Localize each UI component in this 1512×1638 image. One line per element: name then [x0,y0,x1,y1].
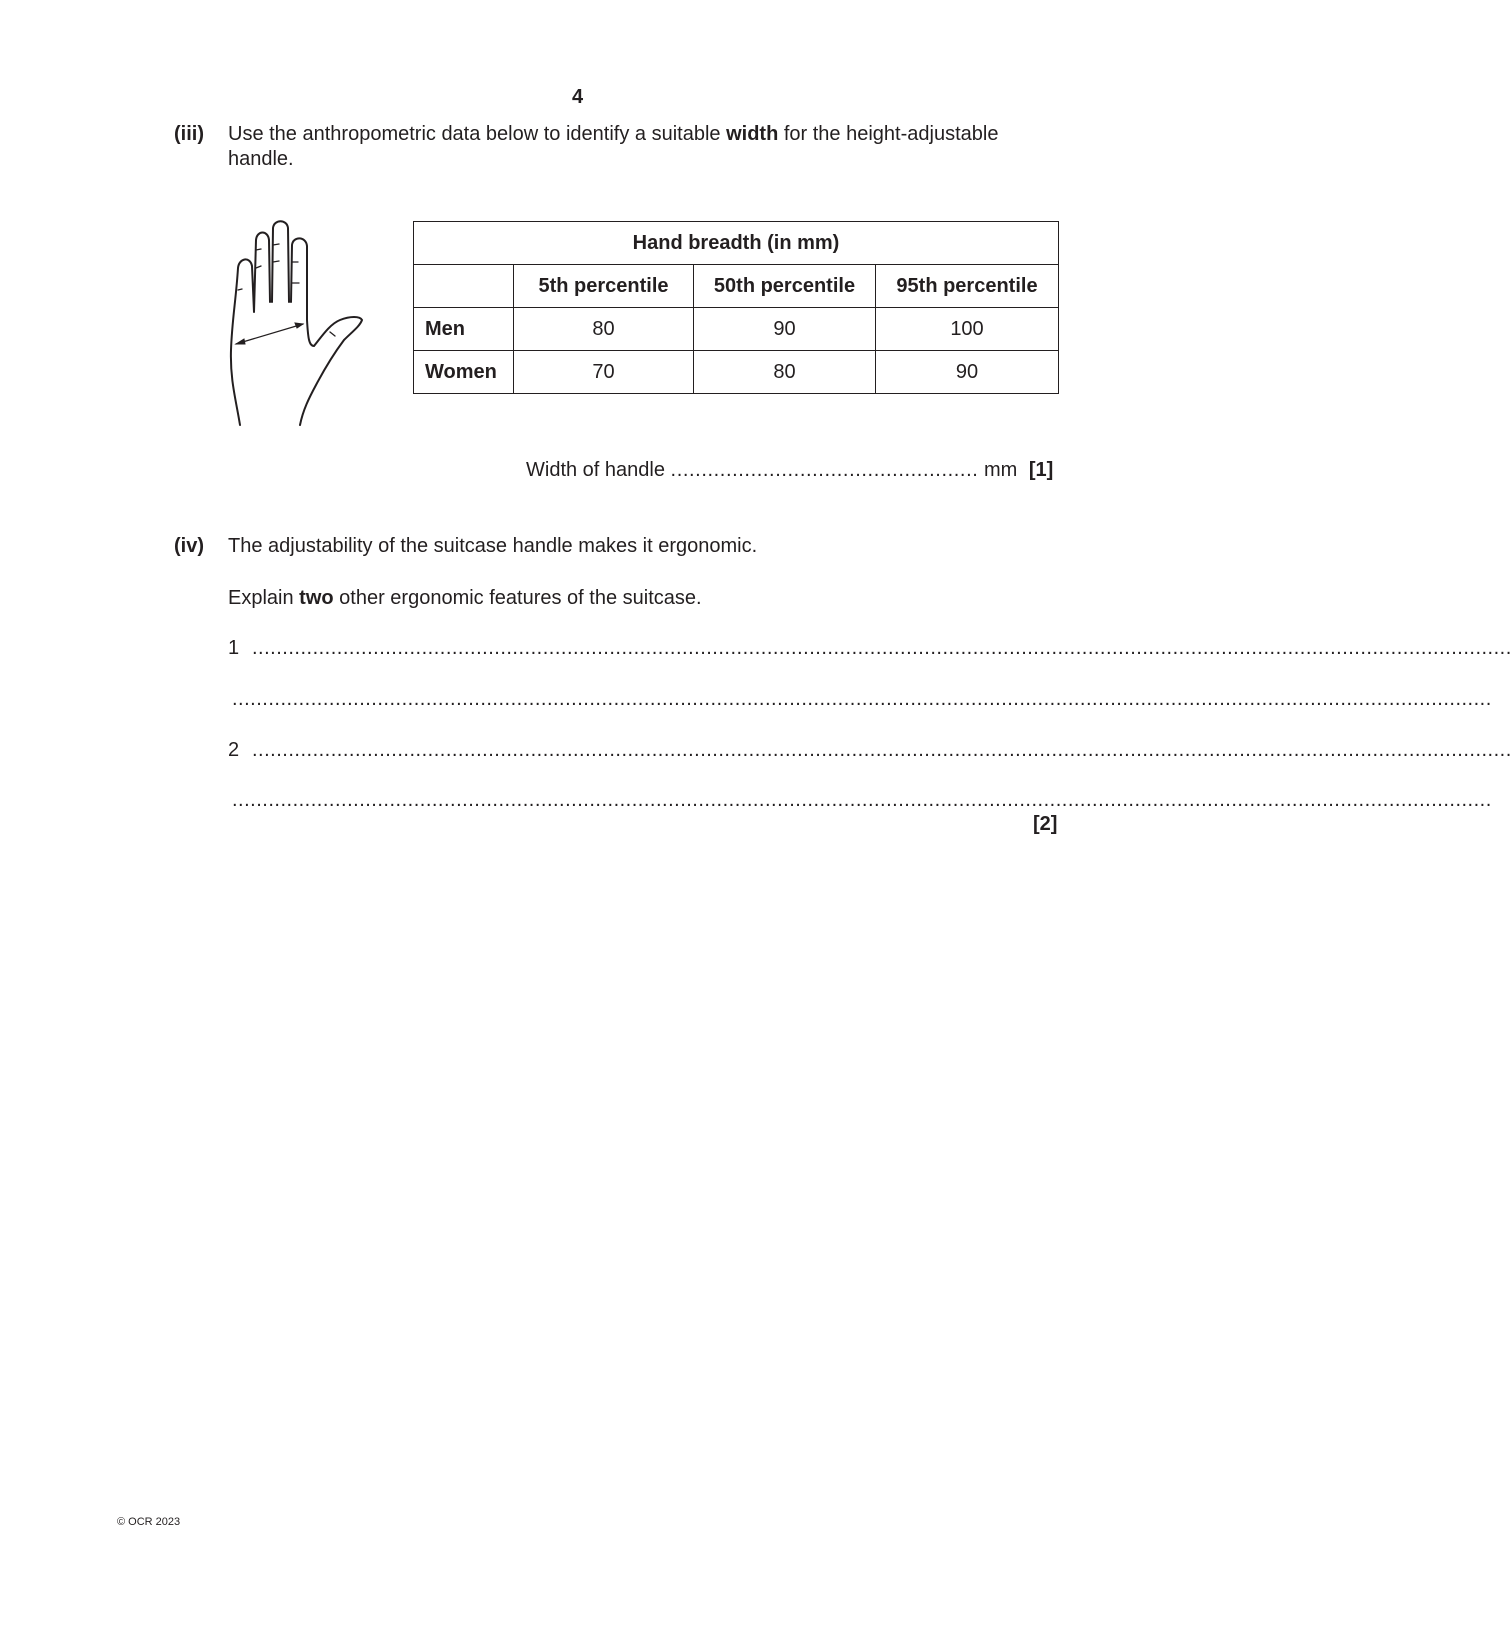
hand-breadth-table [413,221,1059,394]
page-number: 4 [572,86,584,108]
question-label-iii: (iii) [174,123,204,145]
table-header [414,265,514,308]
table-header: 50th percentile [694,265,876,308]
explain-text: Explain two other ergonomic features of the suitcase. [228,587,702,609]
question-text-iv: The adjustability of the suitcase handle makes it ergonomic. [228,535,758,557]
table-cell: 80 [514,308,694,351]
table-cell: 90 [876,351,1059,394]
table-row [414,351,1059,394]
answer-dots: .................................................. [670,459,979,481]
question-text-iii: Use the anthropometric data below to identify a suitable width for the height-adjustable [228,123,999,145]
table-cell: 100 [876,308,1059,351]
table-cell: 70 [514,351,694,394]
row-label: Men [414,308,514,351]
answer-line-2b[interactable]: ................................................................................................................................................................................................................ [232,789,1492,811]
table-cell: 80 [694,351,876,394]
question-text-iii-line2: handle. [228,148,294,170]
marks: [2] [1033,813,1058,835]
marks: [1] [1028,459,1054,481]
table-row [414,308,1059,351]
table-header: 95th percentile [876,265,1059,308]
table-header: 5th percentile [514,265,694,308]
question-label-iv: (iv) [174,535,204,557]
hand-breadth-diagram [0,0,400,430]
answer-line-1b[interactable]: ................................................................................................................................................................................................................ [232,688,1492,710]
row-label: Women [414,351,514,394]
width-answer-line[interactable] [526,459,1053,482]
answer-line-2a[interactable]: ................................................................................................................................................................................................................ [252,739,1512,761]
table-title: Hand breadth (in mm) [414,222,1059,265]
answer-number-2: 2 [228,739,240,761]
answer-label: Width of handle [526,459,665,481]
answer-line-1a[interactable]: ................................................................................................................................................................................................................ [252,637,1512,659]
footer-copyright: © OCR 2023 [117,1516,181,1528]
answer-number-1: 1 [228,637,240,659]
table-cell: 90 [694,308,876,351]
unit: mm [983,459,1018,481]
